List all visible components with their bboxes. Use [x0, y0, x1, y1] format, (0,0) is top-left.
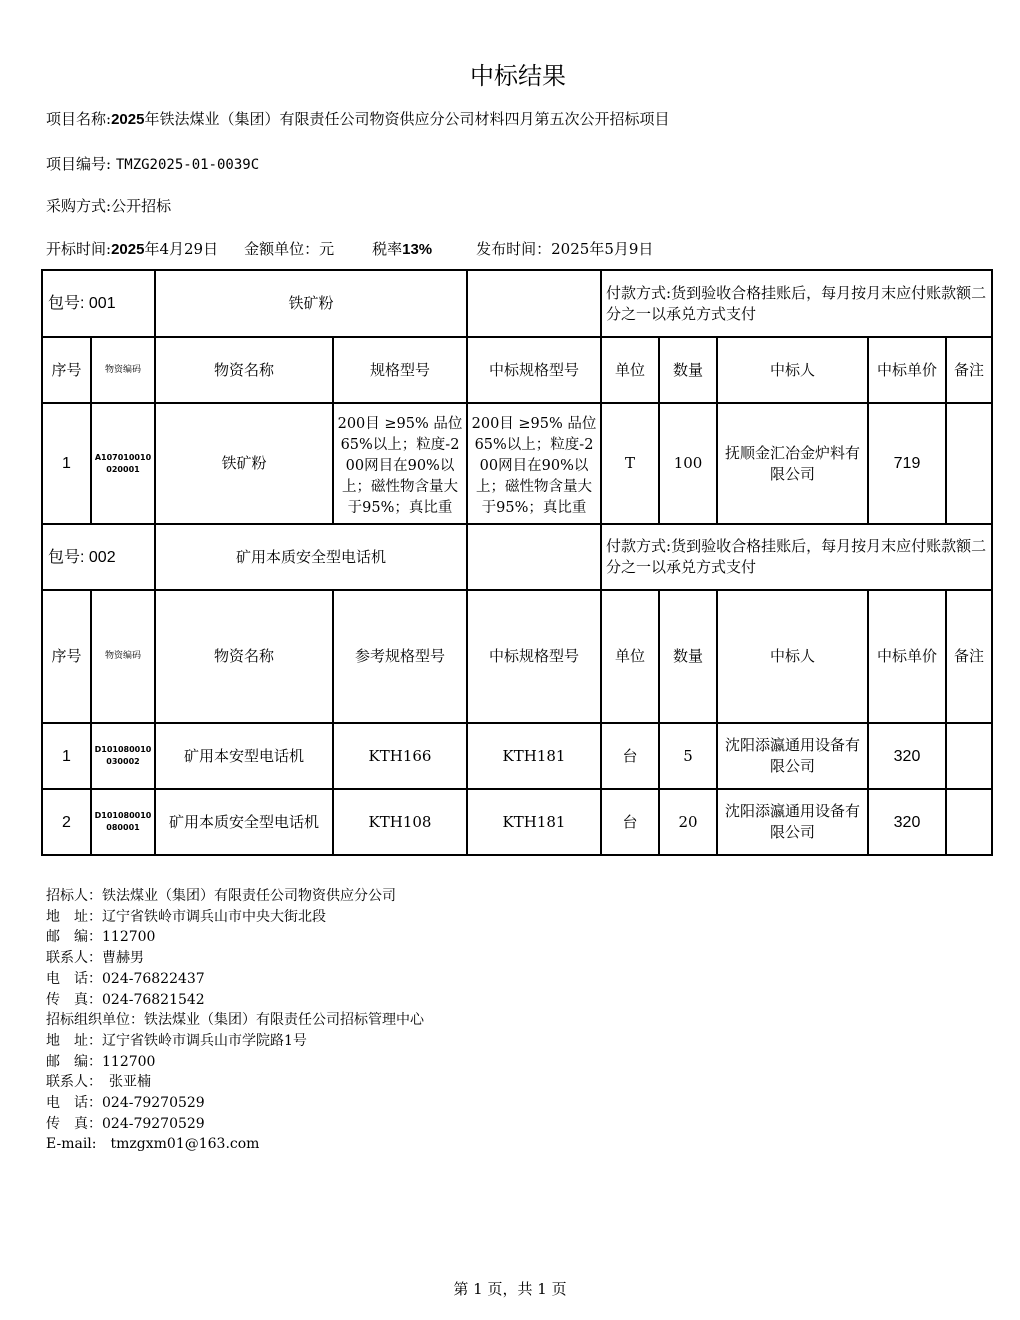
row-unit: 台 [601, 723, 659, 789]
header-seq: 序号 [42, 337, 91, 403]
row-name: 矿用本质安全型电话机 [155, 789, 333, 855]
agency-fax: 传 真：024-79270529 [46, 1115, 205, 1132]
row-price: 719 [868, 403, 946, 524]
payment-terms: 付款方式:货到验收合格挂账后，每月按月末应付账款额二分之一以承兑方式支付 [601, 270, 992, 337]
header-qty: 数量 [659, 590, 717, 723]
project-name-year: 2025 [111, 111, 145, 128]
package-header-row [42, 270, 992, 337]
header-name: 物资名称 [155, 590, 333, 723]
agency-email: E-mail: tmzgxm01@163.com [46, 1136, 260, 1153]
tax-value: 13% [402, 241, 433, 258]
row-spec: KTH108 [333, 789, 467, 855]
row-seq: 1 [42, 403, 91, 524]
table-row [42, 789, 992, 855]
package-name: 矿用本质安全型电话机 [155, 524, 467, 590]
header-remark: 备注 [946, 590, 992, 723]
row-win-spec: KTH181 [467, 723, 601, 789]
publish-time: 发布时间：2025年5月9日 [476, 240, 654, 258]
header-spec: 规格型号 [333, 337, 467, 403]
package-empty-cell [467, 524, 601, 590]
row-spec: KTH166 [333, 723, 467, 789]
column-header-row [42, 590, 992, 723]
row-price: 320 [868, 723, 946, 789]
tenderer-address: 地 址：辽宁省铁岭市调兵山市中央大街北段 [46, 908, 326, 925]
header-seq: 序号 [42, 590, 91, 723]
row-qty: 100 [659, 403, 717, 524]
header-win-spec: 中标规格型号 [467, 590, 601, 723]
row-seq: 1 [42, 723, 91, 789]
tax-label: 税率 [372, 240, 403, 258]
procurement-method-line [46, 195, 171, 216]
project-name-label: 项目名称: [46, 110, 112, 128]
procurement-method-label: 采购方式: [46, 197, 112, 215]
agency-contact: 联系人： 张亚楠 [46, 1074, 151, 1091]
agency-phone: 电 话：024-79270529 [46, 1095, 205, 1112]
project-name-value: 年铁法煤业（集团）有限责任公司物资供应分公司材料四月第五次公开招标项目 [144, 110, 670, 128]
header-unit: 单位 [601, 337, 659, 403]
header-name: 物资名称 [155, 337, 333, 403]
package-empty-cell [467, 270, 601, 337]
procurement-method-value: 公开招标 [111, 197, 172, 215]
project-code-value: TMZG2025-01-0039C [115, 157, 260, 173]
table-row [42, 403, 992, 524]
header-code: 物资编码 [91, 590, 155, 723]
open-time-label: 开标时间: [46, 240, 112, 258]
row-name: 矿用本安型电话机 [155, 723, 333, 789]
package-name: 铁矿粉 [155, 270, 467, 337]
payment-terms: 付款方式:货到验收合格挂账后，每月按月末应付账款额二分之一以承兑方式支付 [601, 524, 992, 590]
row-price: 320 [868, 789, 946, 855]
header-qty: 数量 [659, 337, 717, 403]
header-remark: 备注 [946, 337, 992, 403]
open-time-year: 2025 [111, 241, 145, 258]
project-code-label: 项目编号: [46, 155, 112, 173]
header-price: 中标单价 [868, 590, 946, 723]
result-table [41, 269, 993, 856]
row-unit: 台 [601, 789, 659, 855]
amount-unit: 金额单位：元 [244, 240, 335, 258]
tenderer-phone: 电 话：024-76822437 [46, 970, 205, 987]
row-code: D101080010080001 [91, 789, 155, 855]
package-label: 包号: 001 [42, 270, 155, 337]
header-winner: 中标人 [717, 337, 868, 403]
tenderer-fax: 传 真：024-76821542 [46, 991, 205, 1008]
header-price: 中标单价 [868, 337, 946, 403]
project-name-line [46, 108, 669, 129]
row-winner: 沈阳添瀛通用设备有限公司 [717, 789, 868, 855]
package-header-row [42, 524, 992, 590]
agency-postcode: 邮 编：112700 [46, 1053, 156, 1070]
row-name: 铁矿粉 [155, 403, 333, 524]
row-remark [946, 789, 992, 855]
row-seq: 2 [42, 789, 91, 855]
row-unit: T [601, 403, 659, 524]
row-code: D101080010030002 [91, 723, 155, 789]
row-win-spec: KTH181 [467, 789, 601, 855]
package-label: 包号: 002 [42, 524, 155, 590]
tenderer-postcode: 邮 编：112700 [46, 929, 156, 946]
row-win-spec: 200目 ≥95% 品位65%以上；粒度-200网目在90%以上；磁性物含量大于95%；真比重 [467, 403, 601, 524]
agency-address: 地 址：辽宁省铁岭市调兵山市学院路1号 [46, 1032, 307, 1049]
page-number: 第 1 页，共 1 页 [453, 1280, 567, 1298]
page-title: 中标结果 [470, 62, 566, 90]
open-time-value: 年4月29日 [144, 240, 219, 258]
row-winner: 抚顺金汇冶金炉料有限公司 [717, 403, 868, 524]
row-code: A107010010020001 [91, 403, 155, 524]
project-code-line [46, 153, 259, 174]
tenderer-contact: 联系人：曹赫男 [46, 950, 144, 967]
table-row [42, 723, 992, 789]
agency: 招标组织单位：铁法煤业（集团）有限责任公司招标管理中心 [46, 1012, 424, 1029]
row-qty: 20 [659, 789, 717, 855]
tenderer: 招标人：铁法煤业（集团）有限责任公司物资供应分公司 [46, 888, 396, 904]
column-header-row [42, 337, 992, 403]
header-unit: 单位 [601, 590, 659, 723]
row-winner: 沈阳添瀛通用设备有限公司 [717, 723, 868, 789]
row-qty: 5 [659, 723, 717, 789]
open-time-line [46, 238, 653, 259]
header-winner: 中标人 [717, 590, 868, 723]
row-remark [946, 403, 992, 524]
header-code: 物资编码 [91, 337, 155, 403]
row-remark [946, 723, 992, 789]
header-win-spec: 中标规格型号 [467, 337, 601, 403]
row-spec: 200目 ≥95% 品位65%以上；粒度-200网目在90%以上；磁性物含量大于95%；真比重 [333, 403, 467, 524]
header-ref-spec: 参考规格型号 [333, 590, 467, 723]
contact-info [46, 886, 424, 1155]
